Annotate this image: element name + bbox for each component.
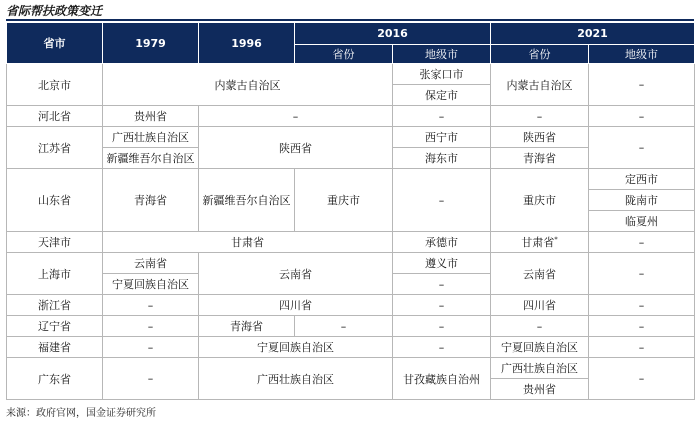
cell-city-2016: 西宁市	[393, 127, 491, 148]
table-header	[7, 23, 695, 64]
cell-city-2021: –	[589, 106, 695, 127]
cell-province-2021: 广西壮族自治区	[491, 358, 589, 379]
table-row	[7, 106, 695, 127]
cell-1979: 宁夏回族自治区	[103, 274, 199, 295]
cell-merged: 内蒙古自治区	[103, 64, 393, 106]
cell-1979: –	[103, 295, 199, 316]
cell-1996: 青海省	[199, 316, 295, 337]
cell-city-2016: 保定市	[393, 85, 491, 106]
cell-merged: 甘肃省	[103, 232, 393, 253]
cell-province-2021: 陕西省	[491, 127, 589, 148]
cell-city-2016: –	[393, 274, 491, 295]
cell-1979: 广西壮族自治区	[103, 127, 199, 148]
cell-city-2021: 陇南市	[589, 190, 695, 211]
cell-text: 甘肃省	[521, 236, 555, 249]
subheader-2021-province: 省份	[491, 45, 589, 64]
cell-1979: 贵州省	[103, 106, 199, 127]
cell-city-2021: 定西市	[589, 169, 695, 190]
cell-city-2016: 甘孜藏族自治州	[393, 358, 491, 400]
policy-table	[6, 22, 695, 400]
cell-merged: 广西壮族自治区	[199, 358, 393, 400]
table-title: 省际帮扶政策变迁	[6, 4, 103, 18]
subheader-2016-province: 省份	[295, 45, 393, 64]
cell-city-2021: –	[589, 295, 695, 316]
cell-province: 江苏省	[7, 127, 103, 169]
cell-province: 辽宁省	[7, 316, 103, 337]
table-row	[7, 358, 695, 379]
cell-province: 山东省	[7, 169, 103, 232]
header-province: 省市	[7, 23, 103, 64]
header-1996: 1996	[199, 23, 295, 64]
cell-1996-2016: –	[199, 106, 393, 127]
cell-province-2016: 重庆市	[295, 169, 393, 232]
cell-province-2021: 四川省	[491, 295, 589, 316]
source-note: 来源：政府官网，国金证券研究所	[6, 408, 156, 419]
cell-city-2021: –	[589, 337, 695, 358]
cell-province-2021	[491, 232, 589, 253]
cell-province: 河北省	[7, 106, 103, 127]
cell-province-2021: 贵州省	[491, 379, 589, 400]
cell-province: 北京市	[7, 64, 103, 106]
cell-city-2021: –	[589, 358, 695, 400]
table-row	[7, 169, 695, 190]
cell-province-2021: 云南省	[491, 253, 589, 295]
cell-city-2016: –	[393, 337, 491, 358]
cell-city-2016: –	[393, 169, 491, 232]
cell-city-2016: 海东市	[393, 148, 491, 169]
cell-city-2021: –	[589, 253, 695, 295]
cell-merged: 陕西省	[199, 127, 393, 169]
cell-1979: –	[103, 358, 199, 400]
cell-1979: 青海省	[103, 169, 199, 232]
cell-province: 上海市	[7, 253, 103, 295]
cell-province: 福建省	[7, 337, 103, 358]
table-row	[7, 232, 695, 253]
cell-1979: 云南省	[103, 253, 199, 274]
cell-city-2016: 遵义市	[393, 253, 491, 274]
table-row	[7, 337, 695, 358]
cell-city-2016: –	[393, 295, 491, 316]
cell-city-2016: 承德市	[393, 232, 491, 253]
cell-1979: –	[103, 337, 199, 358]
cell-city-2021: –	[589, 232, 695, 253]
cell-1996: 新疆维吾尔自治区	[199, 169, 295, 232]
title-divider	[6, 19, 694, 21]
cell-merged: 云南省	[199, 253, 393, 295]
cell-city-2021: –	[589, 64, 695, 106]
cell-province-2021: 青海省	[491, 148, 589, 169]
cell-province-2016: –	[295, 316, 393, 337]
cell-1979: 新疆维吾尔自治区	[103, 148, 199, 169]
cell-merged: 宁夏回族自治区	[199, 337, 393, 358]
cell-city-2016: –	[393, 106, 491, 127]
subheader-2021-city: 地级市	[589, 45, 695, 64]
cell-province: 天津市	[7, 232, 103, 253]
cell-province: 浙江省	[7, 295, 103, 316]
subheader-2016-city: 地级市	[393, 45, 491, 64]
table-row	[7, 316, 695, 337]
cell-city-2021: –	[589, 316, 695, 337]
cell-province-2021: –	[491, 106, 589, 127]
table-row	[7, 295, 695, 316]
cell-city-2016: –	[393, 316, 491, 337]
cell-province-2021: –	[491, 316, 589, 337]
cell-city-2021: –	[589, 127, 695, 169]
cell-province-2021: 宁夏回族自治区	[491, 337, 589, 358]
cell-1979: –	[103, 316, 199, 337]
header-1979: 1979	[103, 23, 199, 64]
table-body	[7, 64, 695, 400]
cell-province: 广东省	[7, 358, 103, 400]
table-row	[7, 253, 695, 274]
footnote-mark: *	[554, 235, 558, 244]
table-row	[7, 127, 695, 148]
header-2021: 2021	[491, 23, 695, 45]
cell-province-2021: 内蒙古自治区	[491, 64, 589, 106]
table-row	[7, 64, 695, 85]
cell-city-2016: 张家口市	[393, 64, 491, 85]
header-2016: 2016	[295, 23, 491, 45]
cell-city-2021: 临夏州	[589, 211, 695, 232]
cell-province-2021: 重庆市	[491, 169, 589, 232]
cell-merged: 四川省	[199, 295, 393, 316]
